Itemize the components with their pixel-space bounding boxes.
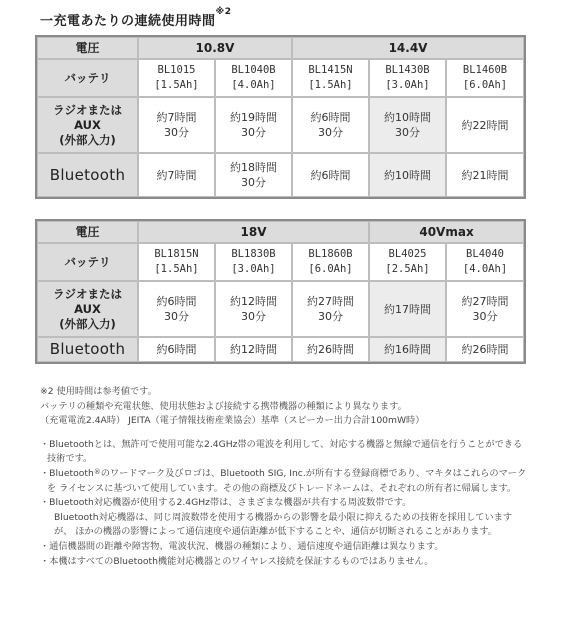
battery-row bbox=[37, 243, 524, 281]
radio-time-cell: 約12時間 30分 bbox=[215, 281, 292, 337]
radio-label: ラジオまたは AUX (外部入力) bbox=[37, 281, 138, 337]
voltage-label: 電圧 bbox=[37, 37, 138, 59]
bluetooth-label: Bluetooth bbox=[37, 153, 138, 197]
battery-cell: BL1860B [6.0Ah] bbox=[292, 243, 369, 281]
voltage-label: 電圧 bbox=[37, 221, 138, 243]
note-usage-reference: ※2 使用時間は参考値です。 bbox=[40, 386, 157, 397]
battery-cell: BL1415N [1.5Ah] bbox=[292, 59, 369, 97]
battery-label: バッテリ bbox=[37, 243, 138, 281]
battery-cell: BL1815N [1.5Ah] bbox=[138, 243, 215, 281]
battery-cell: BL1015 [1.5Ah] bbox=[138, 59, 215, 97]
bluetooth-label: Bluetooth bbox=[37, 337, 138, 362]
voltage-row bbox=[37, 221, 524, 243]
bluetooth-time-cell: 約6時間 bbox=[292, 153, 369, 197]
title-text: 一充電あたりの連続使用時間 bbox=[40, 14, 216, 29]
bluetooth-time-cell: 約18時間 30分 bbox=[215, 153, 292, 197]
note-frequency-band: ・Bluetooth対応機器が使用する2.4GHz帯は、さまざまな機器が共有する周波数帯です。 bbox=[40, 497, 412, 509]
voltage-group-1: 10.8V bbox=[138, 37, 292, 59]
note-bluetooth-definition: ・Bluetoothとは、無許可で使用可能な2.4GHz帯の電波を利用して、対応する機器と無線で通信を行うことができる技術です。 bbox=[40, 438, 523, 465]
bluetooth-time-cell: 約10時間 bbox=[369, 153, 446, 197]
voltage-group-2: 14.4V bbox=[292, 37, 524, 59]
battery-row bbox=[37, 59, 524, 97]
note-no-guarantee: ・本機はすべてのBluetooth機能対応機器とのワイヤレス接続を保証するものではありません。 bbox=[40, 555, 434, 567]
note-distance: ・通信機器間の距離や障害物、電波状況、機器の種類により、通信速度や通信距離は異なります。 bbox=[40, 540, 444, 552]
note-usage-variance: バッテリの種類や充電状態、使用状態および接続する携帯機器の種類により異なります。 bbox=[40, 400, 407, 412]
radio-time-cell: 約17時間 bbox=[369, 281, 446, 337]
voltage-group-2: 40Vmax bbox=[369, 221, 524, 243]
radio-time-cell: 約27時間 30分 bbox=[292, 281, 369, 337]
title-note-mark: ※2 bbox=[215, 7, 232, 17]
bluetooth-row bbox=[37, 337, 524, 362]
radio-time-cell: 約6時間 30分 bbox=[138, 281, 215, 337]
bluetooth-time-cell: 約6時間 bbox=[138, 337, 215, 362]
battery-cell: BL1430B [3.0Ah] bbox=[369, 59, 446, 97]
runtime-table-10-14v bbox=[35, 35, 526, 199]
note-bluetooth-trademark: ・Bluetooth®のワードマーク及びロゴは、Bluetooth SIG, Inc.が所有する登録商標であり、マキタはこれらのマークを ライセンスに基づいて使用しています。その他の商標及びトレードネームは、それぞれの所有者に帰属します。 bbox=[40, 467, 527, 494]
battery-cell: BL1040B [4.0Ah] bbox=[215, 59, 292, 97]
bluetooth-time-cell: 約7時間 bbox=[138, 153, 215, 197]
radio-time-cell: 約6時間 30分 bbox=[292, 97, 369, 153]
battery-cell: BL1460B [6.0Ah] bbox=[446, 59, 524, 97]
runtime-table-18-40v bbox=[35, 219, 526, 364]
bluetooth-time-cell: 約12時間 bbox=[215, 337, 292, 362]
battery-label: バッテリ bbox=[37, 59, 138, 97]
radio-time-cell: 約7時間 30分 bbox=[138, 97, 215, 153]
bluetooth-time-cell: 約26時間 bbox=[292, 337, 369, 362]
radio-time-cell: 約10時間 30分 bbox=[369, 97, 446, 153]
voltage-group-1: 18V bbox=[138, 221, 369, 243]
battery-cell: BL1830B [3.0Ah] bbox=[215, 243, 292, 281]
battery-cell: BL4025 [2.5Ah] bbox=[369, 243, 446, 281]
radio-time-cell: 約27時間 30分 bbox=[446, 281, 524, 337]
bluetooth-time-cell: 約21時間 bbox=[446, 153, 524, 197]
note-interference: Bluetooth対応機器は、同じ周波数帯を使用する機器からの影響を最小限に抑えるための技術を採用していますが、 ほかの機器の影響によって通信速度や通信距離が低下することや、通信が切断されることがあります。 bbox=[54, 511, 513, 538]
note-jeita-standard: （充電電流2.4A時） JEITA（電子情報技術産業協会）基準（スピーカー出力合計100mW時） bbox=[40, 415, 425, 427]
page-title bbox=[40, 7, 232, 29]
radio-time-cell: 約22時間 bbox=[446, 97, 524, 153]
radio-label: ラジオまたは AUX (外部入力) bbox=[37, 97, 138, 153]
bluetooth-time-cell: 約26時間 bbox=[446, 337, 524, 362]
radio-row bbox=[37, 97, 524, 153]
radio-time-cell: 約19時間 30分 bbox=[215, 97, 292, 153]
voltage-row bbox=[37, 37, 524, 59]
footnotes bbox=[40, 385, 530, 569]
bluetooth-time-cell: 約16時間 bbox=[369, 337, 446, 362]
radio-row bbox=[37, 281, 524, 337]
bluetooth-row bbox=[37, 153, 524, 197]
battery-cell: BL4040 [4.0Ah] bbox=[446, 243, 524, 281]
